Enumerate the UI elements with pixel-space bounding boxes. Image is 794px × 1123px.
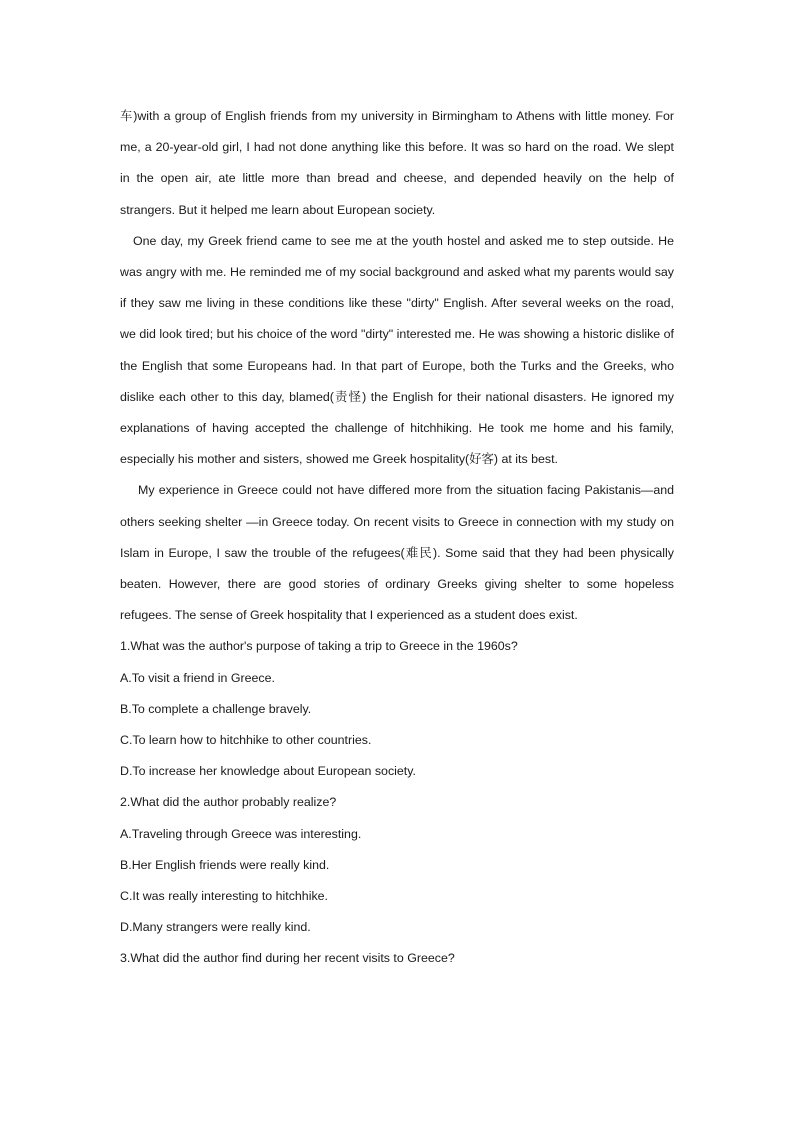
- passage-paragraph-1: 车)with a group of English friends from my university in Birmingham to Athens with little money. For me, a 20-year-old girl, I had not done anything like this before. It was so hard on the road. We slept in the open air, ate little more than bread and cheese, and depended heavily on the help of strangers. But it helped me learn about European society.: [120, 109, 674, 217]
- question-1-option-d: D.To increase her knowledge about European society.: [120, 764, 416, 779]
- question-2-stem: 2.What did the author probably realize?: [120, 795, 337, 810]
- question-3-stem: 3.What did the author find during her recent visits to Greece?: [120, 951, 455, 966]
- question-1-option-b: B.To complete a challenge bravely.: [120, 701, 312, 716]
- page-content: [120, 101, 674, 975]
- question-2-option-a: A.Traveling through Greece was interesting.: [120, 826, 362, 841]
- question-2-option-b: B.Her English friends were really kind.: [120, 857, 330, 872]
- question-1-option-a: A.To visit a friend in Greece.: [120, 670, 275, 685]
- question-1-stem: 1.What was the author's purpose of taking a trip to Greece in the 1960s?: [120, 639, 518, 654]
- question-1-option-c: C.To learn how to hitchhike to other countries.: [120, 733, 372, 748]
- question-2-option-c: C.It was really interesting to hitchhike.: [120, 889, 328, 904]
- passage-paragraph-3: My experience in Greece could not have differed more from the situation facing Pakistanis—and others seeking shelter —in Greece today. On recent visits to Greece in connection with my study on Islam in Europe, I saw the trouble of the refugees(难民). Some said that they had been physically beaten. However, there are good stories of ordinary Greeks giving shelter to some hopeless refugees. The sense of Greek hospitality that I experienced as a student does exist.: [120, 483, 674, 623]
- passage-paragraph-2: One day, my Greek friend came to see me at the youth hostel and asked me to step outside. He was angry with me. He reminded me of my social background and asked what my parents would say if they saw me living in these conditions like these "dirty" English. After several weeks on the road, we did look tired; but his choice of the word "dirty" interested me. He was showing a historic dislike of the English that some Europeans had. In that part of Europe, both the Turks and the Greeks, who dislike each other to this day, blamed(责怪) the English for their national disasters. He ignored my explanations of having accepted the challenge of hitchhiking. He took me home and his family, especially his mother and sisters, showed me Greek hospitality(好客) at its best.: [120, 233, 674, 467]
- question-2-option-d: D.Many strangers were really kind.: [120, 920, 311, 935]
